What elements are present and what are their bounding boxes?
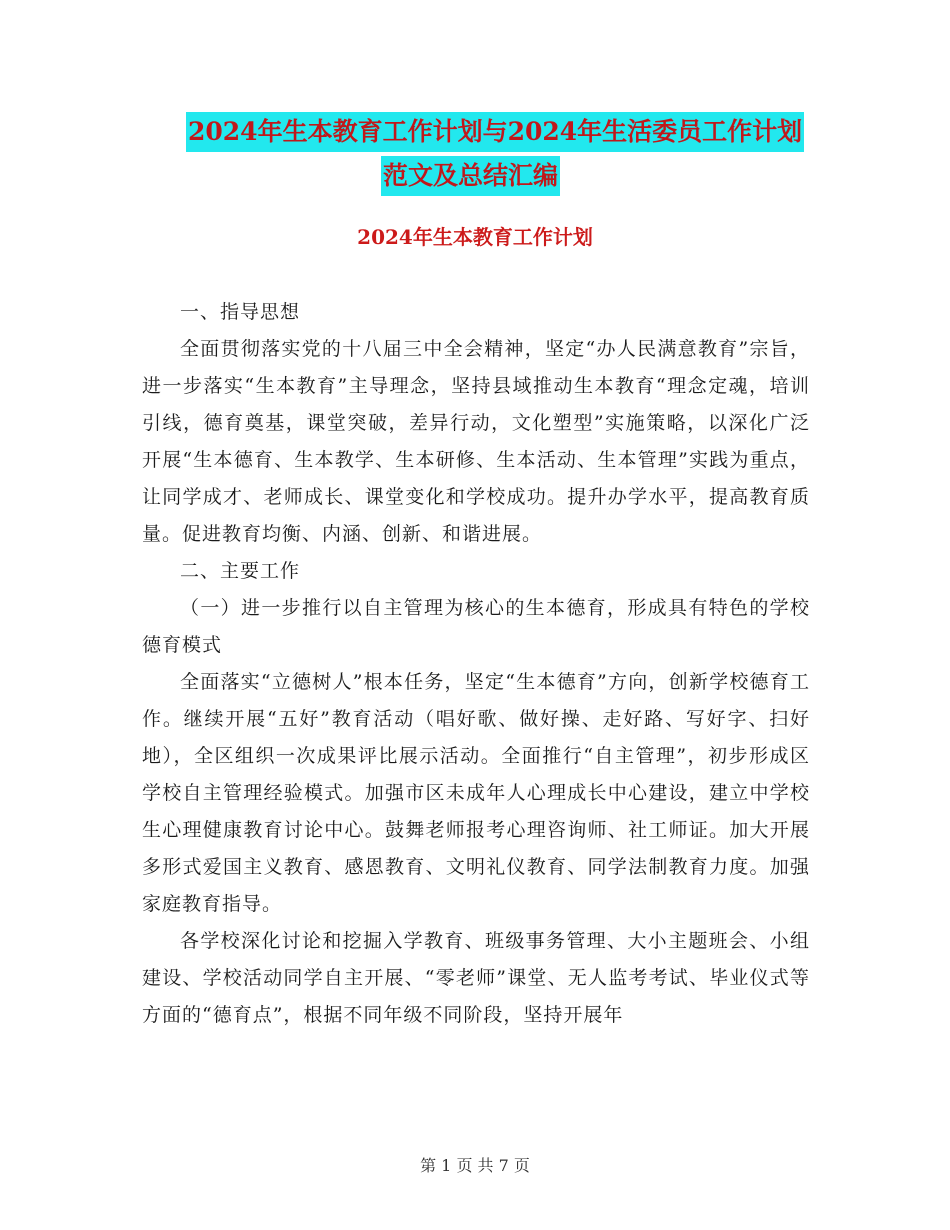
paragraph-moral-education: 全面落实“立德树人”根本任务，坚定“生本德育”方向，创新学校德育工作。继续开展“五好”教育活动（唱好歌、做好操、走好路、写好字、扫好地），全区组织一次成果评比展示活动。全面推行“自主管理”，初步形成区学校自主管理经验模式。加强市区未成年人心理成长中心建设，建立中学校生心理健康教育讨论中心。鼓舞老师报考心理咨询师、社工师证。加大开展多形式爱国主义教育、感恩教育、文明礼仪教育、同学法制教育力度。加强家庭教育指导。 <box>142 671 810 915</box>
document-title-line-1: 2024年生本教育工作计划与2024年生活委员工作计划 <box>186 112 804 152</box>
document-title-line-2: 范文及总结汇编 <box>381 156 560 196</box>
paragraph-guiding-ideology: 全面贯彻落实党的十八届三中全会精神，坚定“办人民满意教育”宗旨，进一步落实“生本教育”主导理念，坚持县域推动生本教育“理念定魂，培训引线，德育奠基，课堂突破，差异行动，文化塑型”实施策略，以深化广泛开展“生本德育、生本教学、生本研修、生本活动、生本管理”实践为重点，让同学成才、老师成长、课堂变化和学校成功。提升办学水平，提高教育质量。促进教育均衡、内涵、创新、和谐进展。 <box>142 338 810 545</box>
paragraph-moral-points: 各学校深化讨论和挖掘入学教育、班级事务管理、大小主题班会、小组建设、学校活动同学自主开展、“零老师”课堂、无人监考考试、毕业仪式等方面的“德育点”，根据不同年级不同阶段，坚持开展年 <box>142 930 810 1026</box>
page-footer: 第 1 页 共 7 页 <box>420 1156 530 1175</box>
section-subtitle: 2024年生本教育工作计划 <box>357 225 593 249</box>
subheading-moral-education: （一）进一步推行以自主管理为核心的生本德育，形成具有特色的学校德育模式 <box>142 597 810 656</box>
heading-main-work: 二、主要工作 <box>180 560 301 582</box>
heading-guiding-ideology: 一、指导思想 <box>180 301 301 323</box>
document-body <box>142 294 810 1034</box>
